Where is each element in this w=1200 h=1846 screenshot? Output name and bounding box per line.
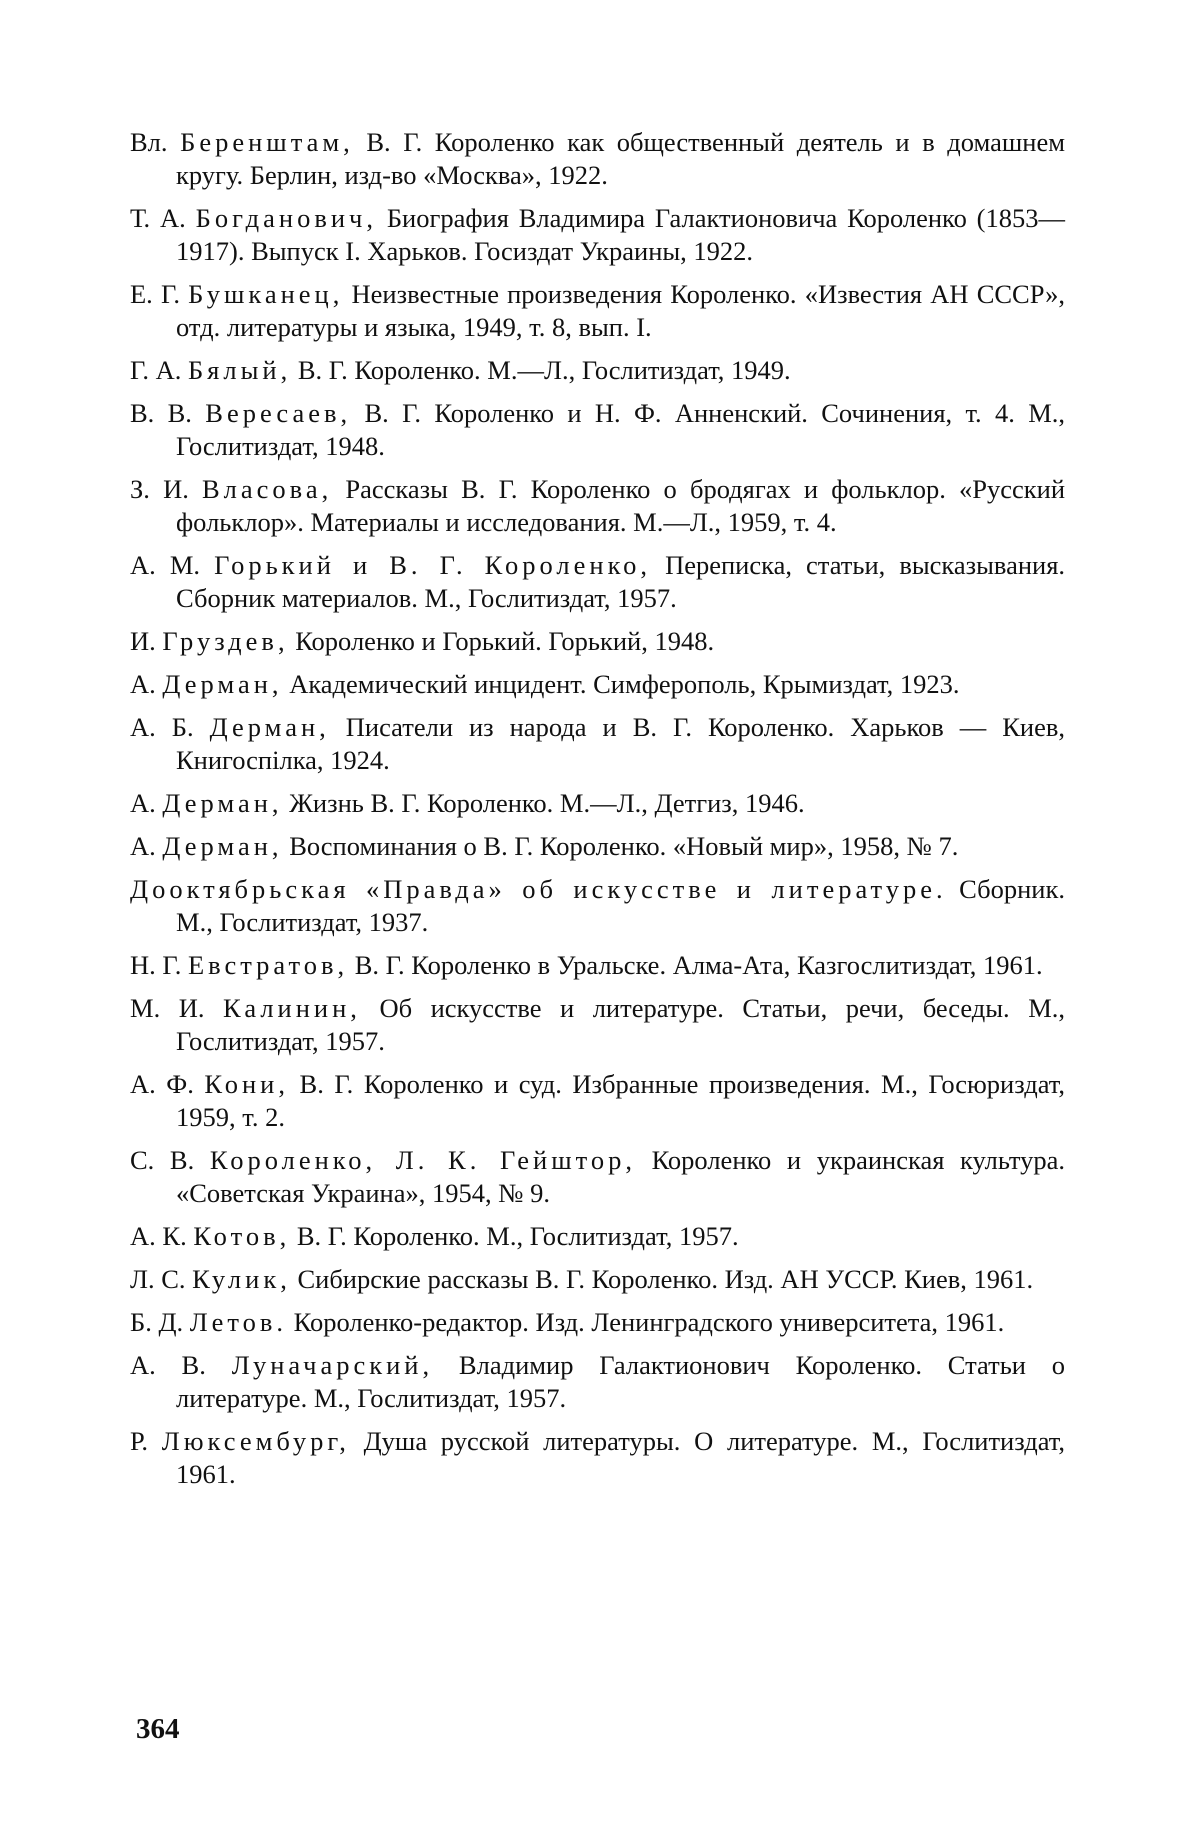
bibliography-entry [130,949,1065,982]
entry-initials: Н. Г. [130,950,182,980]
bibliography-entry [130,787,1065,820]
entry-author: Короленко, Л. К. Гейштор, [209,1145,636,1175]
entry-text: В. Г. Короленко как общественный деятель и в домашнем кругу. Берлин, изд-во «Москва», 1922. [176,127,1066,190]
bibliography-entry [130,830,1065,863]
entry-author: Бялый, [187,355,292,385]
bibliography-entry [130,473,1065,539]
entry-initials: В. В. [130,398,192,428]
bibliography-entry [130,1425,1065,1491]
entry-initials: М. И. [130,993,205,1023]
entry-text: В. Г. Короленко и Н. Ф. Анненский. Сочинения, т. 4. М., Гослитиздат, 1948. [176,398,1066,461]
entry-text: Владимир Галактионович Короленко. Статьи о литературе. М., Гослитиздат, 1957. [176,1350,1066,1413]
entry-initials: Б. Д. [130,1307,184,1337]
entry-text: Академический инцидент. Симферополь, Крымиздат, 1923. [289,669,960,699]
bibliography-entry [130,278,1065,344]
entry-initials: А. Б. [130,712,194,742]
entry-text: Душа русской литературы. О литературе. М., Гослитиздат, 1961. [176,1426,1065,1489]
entry-text: Об искусстве и литературе. Статьи, речи, беседы. М., Гослитиздат, 1957. [176,993,1066,1056]
entry-author: Дерман, [162,669,283,699]
bibliography-entry [130,625,1065,658]
bibliography-entry [130,549,1065,615]
entry-text: Писатели из народа и В. Г. Короленко. Харьков — Киев, Книгоспілка, 1924. [176,712,1066,775]
entry-text: Жизнь В. Г. Короленко. М.—Л., Детгиз, 1946. [289,788,805,818]
entry-author: Калинин, [223,993,361,1023]
entry-author: Дооктябрьская «Правда» об искусстве и литературе. [130,874,947,904]
bibliography-entry [130,873,1065,939]
bibliography-entry [130,1306,1065,1339]
entry-text: В. Г. Короленко и суд. Избранные произведения. М., Госюриздат, 1959, т. 2. [176,1069,1066,1132]
entry-initials: Р. [130,1426,149,1456]
bibliography-entry [130,992,1065,1058]
entry-author: Беренштам, [180,127,354,157]
entry-author: Дерман, [162,788,283,818]
entry-author: Груздев, [162,626,289,656]
entry-author: Дерман, [209,712,330,742]
entry-author: Люксембург, [161,1426,350,1456]
bibliography-entry [130,126,1065,192]
entry-initials: А. [130,669,156,699]
bibliography-entry [130,202,1065,268]
bibliography-entry [130,1144,1065,1210]
entry-author: Луначарский, [231,1350,434,1380]
entry-text: Воспоминания о В. Г. Короленко. «Новый мир», 1958, № 7. [289,831,959,861]
entry-initials: С. В. [130,1145,195,1175]
entry-initials: Т. А. [130,203,186,233]
entry-author: Бушканец, [188,279,344,309]
bibliography-list [130,126,1065,1501]
entry-author: Вересаев, [205,398,352,428]
bibliography-entry [130,397,1065,463]
entry-initials: А. Ф. [130,1069,194,1099]
entry-author: Кулик, [192,1264,291,1294]
entry-text: Сборник. М., Гослитиздат, 1937. [176,874,1065,937]
bibliography-entry [130,354,1065,387]
bibliography-entry [130,1068,1065,1134]
entry-initials: А. М. [130,550,201,580]
entry-author: Евстратов, [187,950,349,980]
entry-initials: Е. Г. [130,279,180,309]
bibliography-entry [130,668,1065,701]
entry-author: Власова, [202,474,333,504]
entry-text: Рассказы В. Г. Короленко о бродягах и фольклор. «Русский фольклор». Материалы и исследования. М.—Л., 1959, т. 4. [176,474,1066,537]
entry-text: Сибирские рассказы В. Г. Короленко. Изд. АН УССР. Киев, 1961. [297,1264,1034,1294]
entry-text: В. Г. Короленко. М., Гослитиздат, 1957. [296,1221,739,1251]
entry-initials: Л. С. [130,1264,186,1294]
entry-author: Богданович, [195,203,377,233]
entry-author: Горький и В. Г. Короленко, [214,550,651,580]
entry-initials: А. [130,788,156,818]
entry-text: Короленко и Горький. Горький, 1948. [295,626,715,656]
entry-text: Неизвестные произведения Короленко. «Известия АН СССР», отд. литературы и языка, 1949, т. 8, вып. I. [176,279,1065,342]
entry-text: В. Г. Короленко в Уральске. Алма-Ата, Казгослитиздат, 1961. [354,950,1043,980]
entry-author: Кони, [204,1069,289,1099]
entry-initials: А. К. [130,1221,187,1251]
entry-text: Короленко-редактор. Изд. Ленинградского университета, 1961. [293,1307,1005,1337]
entry-initials: Г. А. [130,355,182,385]
bibliography-entry [130,1220,1065,1253]
bibliography-entry [130,1349,1065,1415]
page-number: 364 [136,1713,180,1745]
entry-initials: А. В. [130,1350,206,1380]
entry-text: В. Г. Короленко. М.—Л., Гослитиздат, 1949. [297,355,791,385]
entry-author: Дерман, [162,831,283,861]
entry-author: Котов, [193,1221,291,1251]
entry-initials: Вл. [130,127,168,157]
bibliography-entry [130,1263,1065,1296]
entry-text: Короленко и украинская культура. «Советская Украина», 1954, № 9. [176,1145,1066,1208]
entry-text: Биография Владимира Галактионовича Короленко (1853—1917). Выпуск I. Харьков. Госиздат Украины, 1922. [176,203,1066,266]
entry-text: Переписка, статьи, высказывания. Сборник материалов. М., Гослитиздат, 1957. [176,550,1066,613]
entry-initials: З. И. [130,474,189,504]
entry-initials: И. [130,626,156,656]
entry-initials: А. [130,831,156,861]
entry-author: Летов. [189,1307,287,1337]
bibliography-entry [130,711,1065,777]
